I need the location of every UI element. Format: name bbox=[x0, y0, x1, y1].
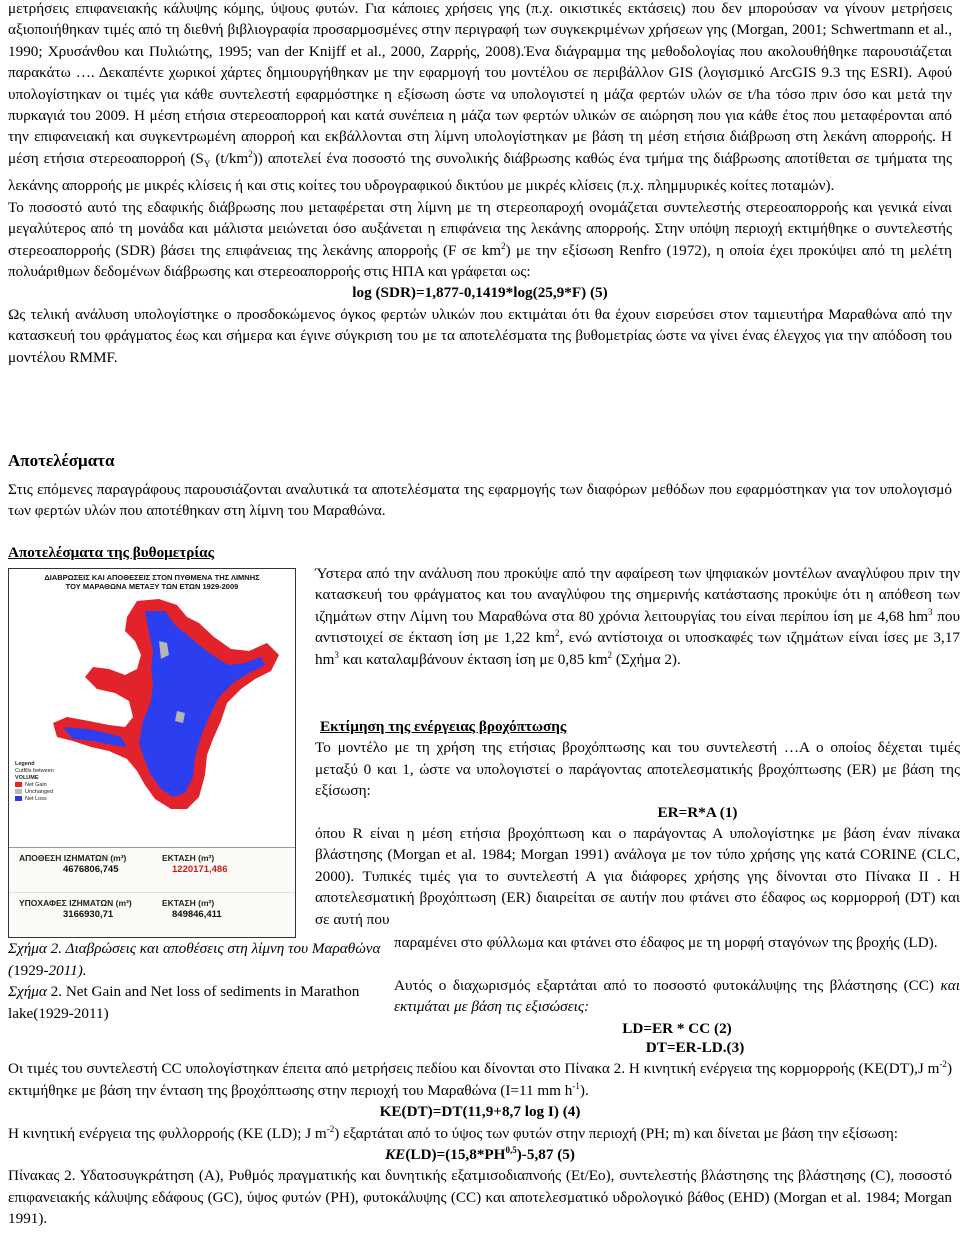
ld-paragraph: Η κινητική ενέργεια της φυλλορροής (KE (LD); J $m^{-2}$) εξαρτάται από το ύψος των φυτών στην περιοχή (PH; m) και δίνεται με βάση την εξίσωση: bbox=[8, 1123, 898, 1142]
map-title: ΔΙΑΒΡΩΣΕΙΣ ΚΑΙ ΑΠΟΘΕΣΕΙΣ ΣΤΟΝ ΠΥΘΜΕΝΑ ΤΗΣ ΛΙΜΝΗΣ ΤΟΥ ΜΑΡΑΘΩΝΑ ΜΕΤΑΞΥ ΤΩΝ ΕΤΩΝ 1929-2009 bbox=[44, 573, 260, 591]
rain-p2b: παραμένει στο φύλλωμα και φτάνει στο έδαφος με τη μορφή σταγόνων της βροχής (LD). bbox=[394, 934, 938, 951]
table-2-caption: Πίνακας 2. Υδατοσυγκράτηση (A), Ρυθμός πραγματικής και δυνητικής εξατμισοδιαπνοής (Et/Eo), συντελεστής βλάστησης της βλάστησης (C), ποσοστό επιφανειακής κάλυψης εδάφους (GC), ύψος φυτών (PH), φυτοκάλυψης (CC) και αποτελεσματικό υδρολογικό βάθος (EHD) (Morgan et al. 1984; Morgan 1991). bbox=[8, 1167, 952, 1228]
sy-subscript: Y bbox=[203, 158, 211, 169]
rain-heading: Εκτίμηση της ενέργειας βροχόπτωσης bbox=[320, 718, 567, 735]
methodology-text: μετρήσεις επιφανειακής κάλυψης κόμης, ύψους φυτών. Για κάποιες χρήσεις γης (π.χ. οικιστικές εκτάσεις) που δεν μπορούσαν να γίνουν μετρήσεις αξιοποιήθηκαν τιμές από τη διεθνή βιβλιογραφία προσαρμοσμένες στην περιγραφή των συγκεκριμένων χρήσεων γης (Morgan, 2001; Schwertmann et al., 1990; Χρυσάνθου και Πυλιώτης, 1995; van der Knijff et al., 2000, Ζαρρής, 2008).Ένα διάγραμμα της μεθοδολογίας που ακολουθήθηκε παρουσιάζεται παρακάτω …. Δεκαπέντε χωρικοί χάρτες δημιουργήθηκαν με την εφαρμογή του μοντέλου σε περιβάλλον GIS (λογισμικό ArcGIS 9.3 της ESRI). Αφού υπολογίστηκαν οι τιμές για κάθε συντελεστή εφαρμόστηκε η εξίσωση ώστε να υπολογιστεί η μάζα φερτών υλών σε t/ha τόσο πριν όσο και μετά την πυρκαγιά του 2009. bbox=[8, 0, 952, 125]
bottom-section bbox=[8, 1037, 952, 1230]
results-section bbox=[8, 450, 952, 471]
conclusion-paragraph: Ως τελική ανάλυση υπολογίστηκε ο προσδοκώμενος όγκος φερτών υλικών που εκτιμάται ότι θα έχουν εισρεύσει στον ταμιευτήρα Μαραθώνα από την κατασκευή του φράγματος έως και σήμερα και έγινε σύγκριση του με τα αποτελέσματα της βυθομετρίας ώστε να γίνει ένας έλεγχος για την απόδοση του μοντέλου RMMF. bbox=[8, 305, 952, 366]
equation-2: LD=ER * CC (2) bbox=[622, 1019, 732, 1037]
bathy-heading: Αποτελέσματα της βυθομετρίας bbox=[8, 544, 214, 561]
rain-p3-wrap: Αυτός ο διαχωρισμός εξαρτάται από το ποσοστό φυτοκάλυψης της βλάστησης (CC) και εκτιμάται με βάση τις εξισώσεις: LD=ER * CC (2) bbox=[394, 975, 960, 1039]
equation-4: KE(DT)=DT(11,9+8,7 log I) (4) bbox=[379, 1103, 581, 1121]
rain-p1: Το μοντέλο με τη χρήση της ετήσιας βροχόπτωσης και του συντελεστή …Α ο οποίος δέχεται τιμές μεταξύ 0 και 1, ώστε να υπολογιστεί ο παράγοντας αποτελεσματικής βροχόπτωσης (ER) με βάση της εξίσωση: bbox=[315, 739, 960, 800]
sediment-text-cont: )) αποτελεί ένα ποσοστό της συνολικής διάβρωσης καθώς ένα τμήμα της διάβρωσης αποτίθεται σε τμήματα της λεκάνης απορροής με μικρές κλίσεις ή και στις κοίτες του υδρογραφικού δικτύου με μικρές κλίσεις (π.χ. πλημμυρικές κοίτες ποταμών). bbox=[8, 149, 953, 195]
stats-row-erosion: ΥΠΟΧΑΦΕΣ ΙΖΗΜΑΤΩΝ (m³) 3166930,71 ΕΚΤΑΣΗ (m²) 849846,411 bbox=[9, 893, 295, 938]
caption-english: Σχήμα 2. Net Gain and Net loss of sediments in Marathon lake(1929-2011) bbox=[8, 983, 360, 1022]
legend-net-gain: Net Gain bbox=[15, 782, 75, 789]
equation-1: ER=R*A (1) bbox=[657, 803, 738, 821]
rain-p2: όπου R είναι η μέση ετήσια βροχόπτωση και ο παράγοντας Α υπολογίστηκε με βάση έναν πίνακα βλάστησης (Morgan et al. 1984; Morgan 1991) ανάλογα με τον τύπο χρήσης γης κατά CORINE (CLC, 2000). Τυπικές τιμές για το συντελεστή Α για διάφορες χρήσης γης δίνονται στο Πίνακα ΙΙ . Η αποτελεσματική βροχόπτωση (ER) διαιρείται σε αυτήν που φτάνει στο έδαφος ως κορμορροή (DT) και σε αυτή που bbox=[315, 825, 960, 928]
bathymetry-map-figure bbox=[8, 568, 296, 938]
methodology-paragraph bbox=[8, 0, 952, 197]
sdr-text: Το ποσοστό αυτό της εδαφικής διάβρωσης που μεταφέρεται στη λίμνη με τη στερεοπαροχή ονομάζεται συντελεστής στερεοαπορροής και γενικά είναι μεγαλύτερος από τη μονάδα και μάλιστα μειώνεται όσο αυξάνεται η επιφάνεια της λεκάνης απορροής. Στην υπόψη περιοχή εκτιμήθηκε ο συντελεστής στερεοαπορροής (SDR) βάσει της επιφάνειας της λεκάνης απορροής (F σε km bbox=[8, 198, 952, 259]
equation-3: DT=ER-LD.(3) bbox=[645, 1039, 745, 1056]
sediment-text: Η μέση ετήσια στερεοαπορροή και κατά συνέπεια η μάζα των φερτών υλικών σε αιώρηση που για κάθε έτος που μεταφέρονται από την επιφανειακή και συγκεντρωμένη απορροή και εκβάλλονται στη λίμνη υπολογίστηκαν με βάση τη μέση ετήσια διάβρωση στη λεκάνη απορροής. Η μέση ετήσια στερεοαπορροή (S bbox=[8, 107, 952, 167]
results-intro: Στις επόμενες παραγράφους παρουσιάζονται αναλυτικά τα αποτελέσματα της εφαρμογής των διαφόρων μεθόδων που εφαρμόστηκαν για τον υπολογισμό των φερτών υλών που αποτέθηκαν στη λίμνη του Μαραθώνα. bbox=[8, 481, 952, 520]
sy-unit: (t/km bbox=[210, 149, 249, 167]
equation-5b: KE(LD)=(15,8*PH$^{0,5}$)-5,87 (5) bbox=[385, 1144, 575, 1164]
legend-net-loss: Net Loss bbox=[15, 796, 75, 803]
map-legend: Legend Cutfills between VOLUME Net Gain Unchanged Net Loss bbox=[15, 761, 75, 803]
results-heading: Αποτελέσματα bbox=[8, 451, 115, 470]
lake-map bbox=[9, 571, 295, 847]
stats-row-deposition: ΑΠΟΘΕΣΗ ΙΖΗΜΑΤΩΝ (m³) 4676806,745 ΕΚΤΑΣΗ (m²) 1220171,486 bbox=[9, 848, 295, 893]
bathy-heading-wrap bbox=[8, 542, 952, 563]
legend-unchanged: Unchanged bbox=[15, 789, 75, 796]
km-sup: 2 bbox=[501, 240, 506, 251]
figure-caption bbox=[8, 938, 388, 1024]
rain-energy-section bbox=[315, 716, 960, 930]
equation-5: log (SDR)=1,877-0,1419*log(25,9*F) (5) bbox=[352, 284, 608, 302]
intro-paragraphs bbox=[8, 0, 952, 368]
map-stats-table bbox=[9, 847, 295, 938]
sdr-text-cont: ) με την εξίσωση Renfro (1972), η οποία έχει προκύψει από τη μελέτη πολυάριθμων δεδομένων διάβρωσης και στερεοαπορροής στις ΗΠΑ και γράφεται ως: bbox=[8, 241, 953, 280]
rain-p2b-wrap bbox=[394, 932, 960, 953]
sdr-paragraph bbox=[8, 197, 952, 283]
caption-greek: Σχήμα 2. Διαβρώσεις και αποθέσεις στη λίμνη του Μαραθώνα (1929-2011). bbox=[8, 940, 381, 979]
sup-2: 2 bbox=[248, 148, 253, 159]
bathy-paragraph: Ύστερα από την ανάλυση που προκύψε από την αφαίρεση των ψηφιακών μοντέλων αναγλύφου πριν την κατασκευή του φράγματος και του αναγλύφου της σημερινής κατάστασης προκύψε ότι η απόθεση των ιζημάτων στην Λίμνη του Μαραθώνα στα 80 χρόνια λειτουργίας του είναι περίπου ίση με 4,68 $hm^3$ που αντιστοιχεί σε έκταση ίση με 1,22 $km^2$, ενώ αντίστοιχα οι υποσκαφές των ιζημάτων είναι ίσες με 3,17 $hm^3$ και καταλαμβάνουν έκταση ίση με 0,85 $km^2$ (Σχήμα 2). bbox=[315, 565, 960, 668]
cc-paragraph: Οι τιμές του συντελεστή CC υπολογίστηκαν έπειτα από μετρήσεις πεδίου και δίνονται στο Πίνακα 2. Η κινητική ενέργεια της κορμορροής (KE(DT),J $m^{-2}$) εκτιμήθηκε με βάση την ένταση της βροχόπτωσης στην περιοχή του Μαραθώνα (I=11 mm $h^{-1}$). bbox=[8, 1059, 952, 1099]
